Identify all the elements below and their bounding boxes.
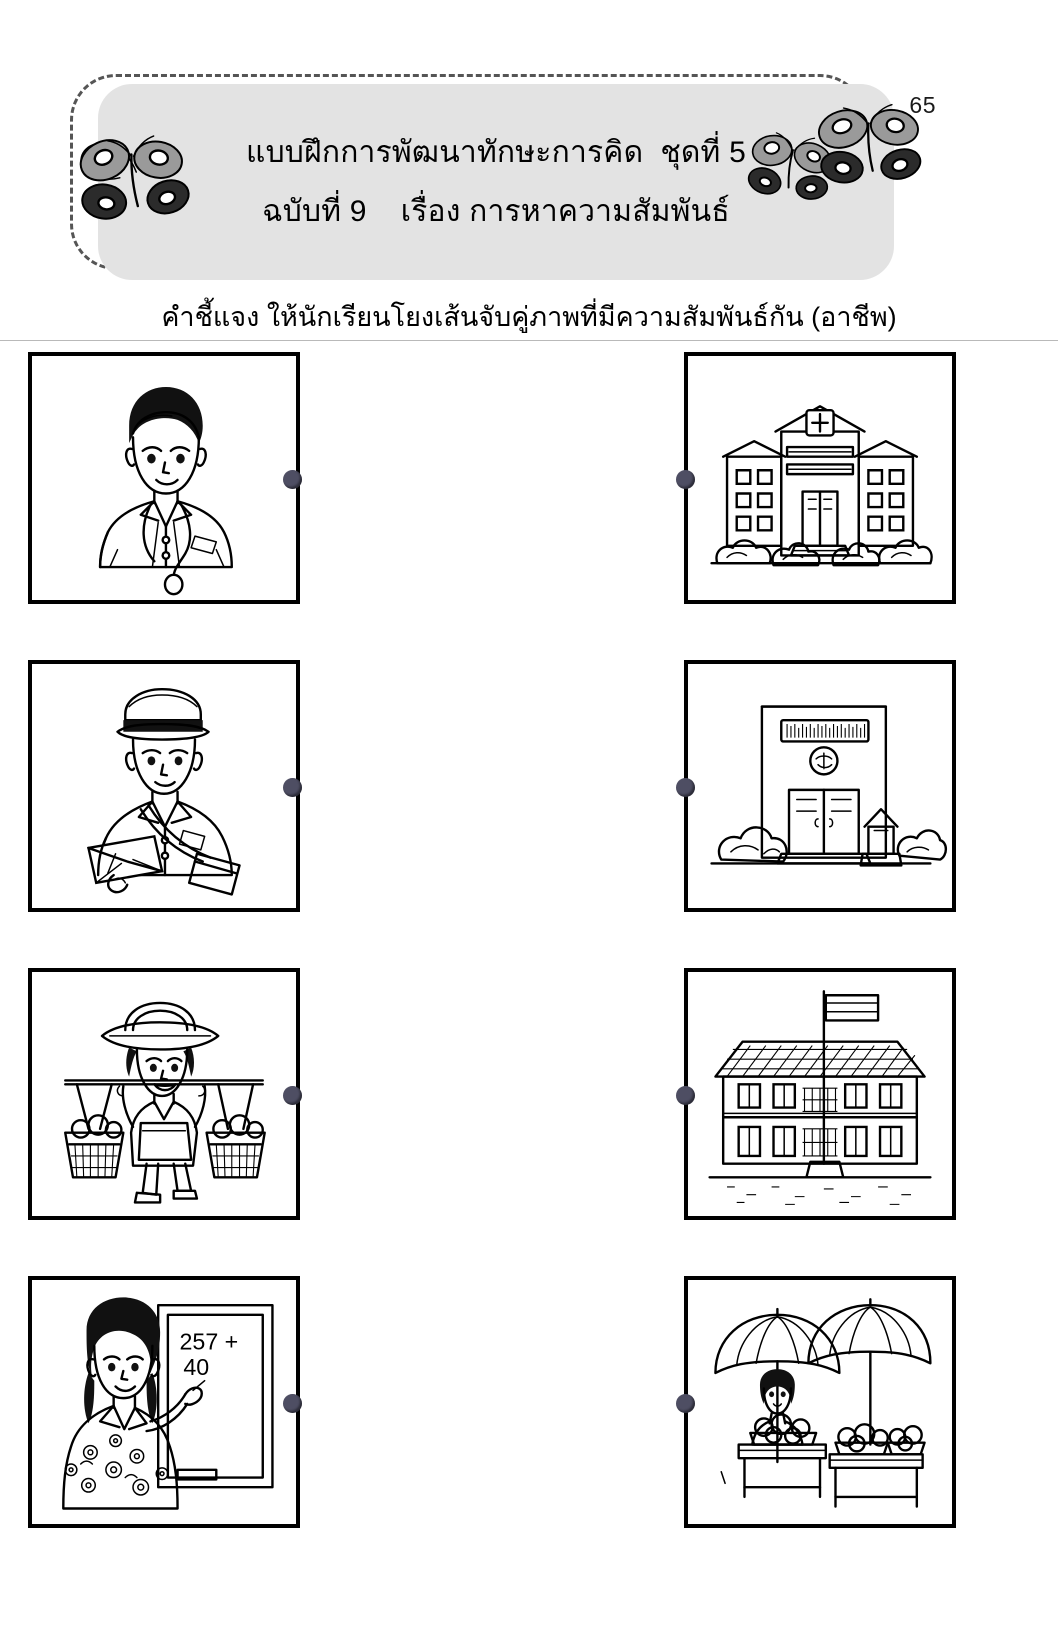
banner-title-line-2: ฉบับที่ 9 เรื่อง การหาความสัมพันธ์ [262,195,730,228]
picture-card-market-stall[interactable] [684,1276,956,1528]
picture-card-school[interactable] [684,968,956,1220]
connector-dot-right[interactable] [676,1086,695,1105]
connector-dot-left[interactable] [283,1394,302,1413]
connector-dot-left[interactable] [283,1086,302,1105]
picture-card-post-office[interactable] [684,660,956,912]
instruction-text: คำชี้แจง ให้นักเรียนโยงเส้นจับคู่ภาพที่มีความสัมพันธ์กัน (อาชีพ) [161,302,897,332]
blackboard-line-1: 257 + [179,1328,239,1355]
matching-row [0,968,1058,1276]
connector-dot-right[interactable] [676,778,695,797]
butterfly-icon [57,116,218,241]
connector-dot-left[interactable] [283,778,302,797]
matching-grid [0,352,1058,1584]
picture-card-postman[interactable] [28,660,300,912]
matching-row [0,660,1058,968]
picture-card-teacher[interactable] [28,1276,300,1528]
connector-dot-right[interactable] [676,470,695,489]
banner-title-line-1: แบบฝึกการพัฒนาทักษะการคิด ชุดที่ 5 [246,136,746,169]
picture-card-vendor[interactable] [28,968,300,1220]
picture-card-doctor[interactable] [28,352,300,604]
picture-card-hospital[interactable] [684,352,956,604]
blackboard-line-2: 40 [183,1353,210,1380]
page-number: 65 [909,92,936,118]
matching-row [0,352,1058,660]
header-divider [0,340,1058,341]
butterfly-icon [797,90,946,204]
header-banner [62,62,892,287]
connector-dot-left[interactable] [283,470,302,489]
connector-dot-right[interactable] [676,1394,695,1413]
matching-row [0,1276,1058,1584]
